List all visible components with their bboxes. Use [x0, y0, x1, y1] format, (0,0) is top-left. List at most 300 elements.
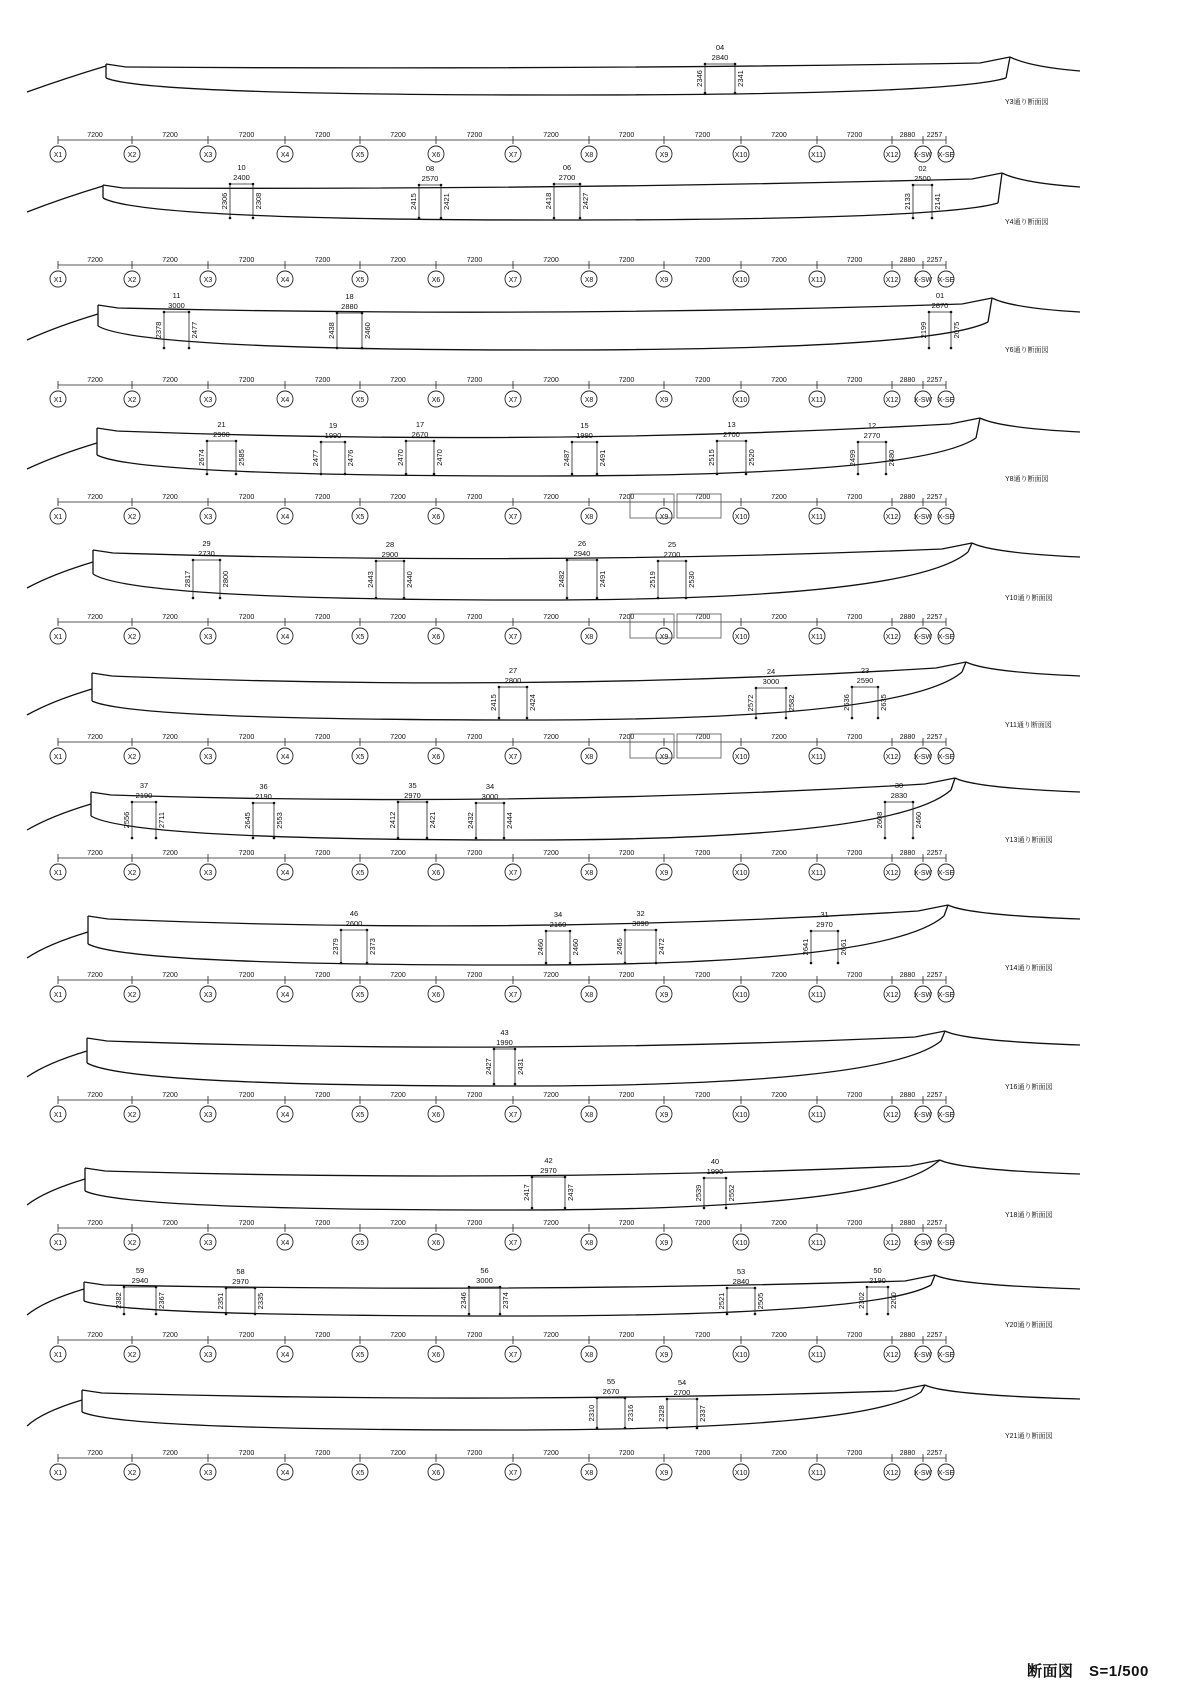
grid-axis-label: X9 [659, 514, 669, 521]
point-depth: 2674 [197, 449, 206, 466]
dim-tick [273, 837, 276, 840]
grid-span-label: 7200 [846, 132, 863, 139]
grid-axis-label: X12 [885, 1112, 899, 1119]
point-depth: 2460 [536, 938, 545, 956]
point-id: 17 [415, 420, 425, 429]
dim-tick [375, 560, 378, 563]
grid-span-label: 7200 [390, 734, 406, 741]
dim-tick [526, 717, 529, 720]
dim-tick [123, 1286, 126, 1289]
grid-axis-label: X10 [734, 992, 748, 999]
dim-tick [320, 473, 323, 476]
point-width: 2830 [890, 791, 908, 800]
dim-tick [851, 717, 854, 720]
point-width: 3000 [481, 792, 499, 801]
grid-axis-label: X6 [431, 754, 441, 761]
point-depth: 2480 [887, 449, 896, 467]
point-width: 2840 [732, 1277, 750, 1286]
grid-axis-label: X3 [203, 277, 213, 284]
point-width: 3000 [476, 1276, 493, 1285]
grid-axis-label: X3 [203, 397, 213, 404]
grid-span-label: 7200 [618, 1220, 635, 1227]
grid-span-label: 7200 [466, 377, 483, 384]
point-id: 27 [508, 666, 518, 675]
grid-axis-label: X11 [811, 992, 823, 999]
grid-axis-label: X-SE [937, 1470, 955, 1477]
dim-tick [810, 962, 813, 965]
grid-axis-label: X5 [355, 634, 365, 641]
grid-span-label: 7200 [618, 257, 635, 264]
grid-span-label: 7200 [618, 377, 635, 384]
grid-axis-label: X11 [811, 1470, 823, 1477]
point-id: 55 [606, 1377, 616, 1386]
section-10 [27, 1156, 1080, 1250]
section-label: Y14通り断面図 [1005, 965, 1053, 972]
point-id: 35 [408, 781, 417, 790]
grid-axis-label: X12 [885, 634, 899, 641]
dim-tick [745, 473, 748, 476]
point-depth: 2711 [157, 811, 166, 829]
point-width: 2700 [673, 1388, 691, 1397]
grid-axis-label: X2 [127, 277, 137, 284]
dim-tick [403, 597, 406, 600]
point-depth: 2539 [694, 1184, 703, 1202]
grid-axis-label: X6 [431, 870, 441, 877]
grid-axis-label: X1 [53, 992, 63, 999]
dim-tick [885, 473, 888, 476]
grid-axis-label: X7 [508, 1112, 518, 1119]
dim-tick [426, 837, 429, 840]
grid-span-label: 7200 [771, 614, 787, 621]
measure-point [331, 909, 377, 964]
grid-axis-label: X9 [659, 634, 669, 641]
point-depth: 2505 [756, 1292, 765, 1310]
dim-tick [571, 473, 574, 476]
grid-axis-label: X3 [203, 754, 213, 761]
point-width: 3090 [632, 919, 649, 928]
dim-tick [273, 802, 276, 805]
grid-axis-label: X11 [811, 1240, 823, 1247]
grid-span-label: 7200 [390, 614, 406, 621]
grid-axis-label: X10 [734, 1112, 748, 1119]
grid-axis-label: X1 [53, 514, 63, 521]
grid-span-label: 7200 [694, 1450, 711, 1457]
point-depth: 2141 [933, 193, 942, 210]
grid-axis-label: X5 [355, 1352, 365, 1359]
dim-tick [403, 560, 406, 563]
point-depth: 2424 [528, 694, 537, 711]
section-12 [27, 1377, 1080, 1480]
grid-axis-label: X4 [280, 514, 290, 521]
point-depth: 2302 [857, 1292, 866, 1309]
grid-span-label: 7200 [390, 132, 406, 139]
dim-tick [254, 1313, 257, 1316]
grid-axis-label: X9 [659, 754, 669, 761]
grid-span-label: 7200 [87, 734, 103, 741]
dim-tick [887, 1286, 890, 1289]
point-depth: 2199 [919, 321, 928, 339]
point-id: 36 [259, 782, 268, 791]
dim-tick [657, 560, 660, 563]
dim-tick [418, 217, 421, 220]
point-depth: 2200 [889, 1292, 898, 1309]
grid-span-label: 2880 [899, 1450, 916, 1457]
grid-axis-label: X11 [811, 277, 823, 284]
grid-axis-label: X8 [584, 1240, 594, 1247]
point-depth: 2491 [598, 449, 607, 467]
point-id: 21 [217, 420, 226, 429]
grid-axis-label: X-SE [937, 992, 955, 999]
grid-span-label: 7200 [543, 494, 559, 501]
grid-span-label: 7200 [390, 1332, 406, 1339]
grid-axis-label: X5 [355, 397, 365, 404]
dim-tick [596, 597, 599, 600]
dim-tick [361, 347, 364, 350]
grid-axis-label: X7 [508, 1240, 518, 1247]
grid-axis-label: X-SW [913, 1470, 933, 1477]
measure-point [707, 420, 756, 475]
grid-span-label: 7200 [618, 972, 635, 979]
measure-point [695, 43, 745, 94]
grid-span-label: 7200 [314, 850, 331, 857]
grid-span-label: 7200 [543, 850, 559, 857]
point-depth: 2817 [183, 570, 192, 588]
measure-point [557, 539, 607, 599]
point-depth: 2443 [366, 571, 375, 588]
grid-axis-label: X-SW [913, 992, 933, 999]
grid-span-label: 7200 [162, 972, 178, 979]
grid-axis-label: X7 [508, 277, 518, 284]
section-label: Y4通り断面図 [1005, 219, 1049, 226]
point-depth: 2470 [435, 449, 444, 466]
point-width: 2590 [856, 676, 874, 685]
point-depth: 2306 [220, 192, 229, 210]
point-width: 2570 [421, 174, 439, 183]
grid-axis-label: X3 [203, 1112, 213, 1119]
grid-span-label: 7200 [238, 1092, 255, 1099]
grid-axis-label: X-SW [913, 1352, 933, 1359]
grid-span-label: 7200 [466, 850, 483, 857]
grid-span-label: 7200 [390, 1220, 406, 1227]
grid-span-label: 7200 [238, 494, 255, 501]
grid-axis-label: X12 [885, 397, 899, 404]
grid-span-label: 7200 [618, 1092, 635, 1099]
grid-span-label: 2880 [899, 734, 916, 741]
section-label: Y18通り断面図 [1005, 1212, 1053, 1219]
point-depth: 2530 [687, 571, 696, 588]
grid-span-label: 7200 [162, 494, 178, 501]
dim-tick [734, 63, 737, 66]
point-id: 04 [715, 43, 725, 52]
grid-axis-label: X-SW [913, 397, 933, 404]
grid-span-label: 2257 [926, 614, 943, 621]
grid-axis-label: X1 [53, 397, 63, 404]
point-depth: 2477 [311, 449, 320, 467]
point-depth: 2382 [114, 1292, 123, 1309]
point-id: 58 [236, 1267, 245, 1276]
grid-span-label: 7200 [543, 1450, 559, 1457]
point-id: 28 [385, 540, 395, 549]
dim-tick [564, 1176, 567, 1179]
grid-axis-label: X6 [431, 152, 441, 159]
grid-span-label: 7200 [618, 132, 635, 139]
point-id: 13 [727, 420, 736, 429]
grid-span-label: 7200 [694, 1220, 711, 1227]
grid-axis-label: X12 [885, 870, 899, 877]
grid-axis-label: X-SE [937, 754, 955, 761]
grid-span-label: 7200 [390, 494, 406, 501]
measure-point [544, 163, 590, 219]
grid-span-label: 7200 [162, 1092, 178, 1099]
measure-point [801, 910, 848, 964]
dim-tick [877, 686, 880, 689]
dim-tick [837, 962, 840, 965]
grid-span-label: 7200 [771, 132, 787, 139]
grid-axis-row [50, 850, 954, 880]
grid-span-label: 7200 [694, 850, 711, 857]
point-depth: 2418 [544, 192, 553, 210]
measure-point [746, 667, 796, 719]
grid-span-label: 7200 [466, 614, 483, 621]
grid-axis-label: X9 [659, 277, 669, 284]
dim-tick [499, 1286, 502, 1289]
grid-span-label: 7200 [87, 850, 103, 857]
grid-span-label: 2257 [926, 972, 943, 979]
grid-span-label: 2257 [926, 1332, 943, 1339]
point-depth: 2521 [717, 1292, 726, 1310]
grid-span-label: 7200 [771, 494, 787, 501]
grid-axis-label: X7 [508, 754, 518, 761]
grid-axis-label: X-SE [937, 634, 955, 641]
point-width: 2970 [816, 920, 833, 929]
point-id: 54 [677, 1378, 687, 1387]
point-depth: 2374 [501, 1292, 510, 1309]
section-11 [27, 1266, 1080, 1362]
grid-axis-label: X-SE [937, 1240, 955, 1247]
grid-axis-label: X8 [584, 1352, 594, 1359]
grid-axis-label: X10 [734, 1470, 748, 1477]
grid-axis-label: X11 [811, 1352, 823, 1359]
grid-axis-label: X-SW [913, 870, 933, 877]
dim-tick [440, 217, 443, 220]
point-depth: 2645 [243, 812, 252, 829]
point-width: 2900 [381, 550, 399, 559]
dim-tick [366, 962, 369, 965]
grid-axis-row [50, 1092, 954, 1122]
point-width: 2600 [345, 919, 363, 928]
dim-tick [131, 801, 134, 804]
section-5 [27, 539, 1080, 644]
grid-span-label: 7200 [694, 972, 711, 979]
dim-tick [192, 559, 195, 562]
point-width: 2190 [255, 792, 272, 801]
measure-point [311, 421, 355, 475]
grid-span-label: 7200 [87, 1332, 103, 1339]
point-id: 50 [873, 1266, 882, 1275]
dim-tick [596, 559, 599, 562]
grid-axis-label: X-SW [913, 152, 933, 159]
grid-axis-label: X1 [53, 870, 63, 877]
dim-tick [569, 962, 572, 965]
grid-axis-label: X4 [280, 1470, 290, 1477]
grid-span-label: 2257 [926, 132, 943, 139]
dim-tick [344, 473, 347, 476]
grid-axis-label: X6 [431, 1240, 441, 1247]
grid-span-label: 7200 [466, 1220, 483, 1227]
point-depth: 2328 [657, 1405, 666, 1422]
dim-tick [726, 1313, 729, 1316]
section-label: Y10通り断面図 [1005, 595, 1053, 602]
grid-axis-label: X8 [584, 992, 594, 999]
point-depth: 2415 [489, 694, 498, 711]
grid-span-label: 7200 [87, 1092, 103, 1099]
grid-axis-row [50, 377, 954, 407]
grid-axis-label: X5 [355, 754, 365, 761]
point-depth: 2346 [459, 1292, 468, 1309]
grid-axis-label: X1 [53, 152, 63, 159]
grid-span-label: 7200 [543, 1332, 559, 1339]
point-id: 43 [500, 1028, 509, 1037]
point-depth: 2460 [914, 811, 923, 829]
grid-axis-label: X-SE [937, 514, 955, 521]
grid-axis-label: X8 [584, 634, 594, 641]
measure-point [919, 291, 961, 349]
measure-point [366, 540, 414, 599]
point-depth: 2582 [787, 694, 796, 712]
grid-span-label: 7200 [87, 132, 103, 139]
dim-tick [624, 1427, 627, 1430]
dim-tick [361, 312, 364, 315]
dim-tick [252, 837, 255, 840]
point-depth: 2472 [657, 938, 666, 955]
grid-axis-label: X2 [127, 634, 137, 641]
grid-axis-label: X1 [53, 1352, 63, 1359]
grid-span-label: 2257 [926, 1450, 943, 1457]
point-width: 2800 [504, 676, 522, 685]
dim-tick [405, 473, 408, 476]
dim-tick [704, 63, 707, 66]
point-width: 2770 [863, 431, 881, 440]
point-id: 06 [562, 163, 572, 172]
dim-tick [696, 1427, 699, 1430]
dim-tick [754, 1313, 757, 1316]
grid-axis-label: X8 [584, 277, 594, 284]
dim-tick [754, 1287, 757, 1290]
grid-axis-label: X1 [53, 277, 63, 284]
dim-tick [912, 217, 915, 220]
dim-tick [493, 1048, 496, 1051]
dim-tick [163, 347, 166, 350]
measure-point [466, 782, 514, 839]
grid-axis-label: X-SE [937, 152, 955, 159]
grid-axis-label: X5 [355, 514, 365, 521]
point-depth: 2519 [648, 571, 657, 588]
measure-point [114, 1266, 166, 1315]
grid-span-label: 7200 [543, 257, 559, 264]
measure-point [183, 539, 230, 599]
dim-tick [433, 440, 436, 443]
grid-span-label: 2880 [899, 1220, 916, 1227]
point-depth: 2520 [747, 449, 756, 466]
dim-tick [928, 311, 931, 314]
grid-axis-label: X4 [280, 1240, 290, 1247]
grid-span-label: 7200 [846, 614, 863, 621]
grid-axis-row [50, 614, 954, 644]
dim-tick [704, 92, 707, 95]
dim-tick [553, 183, 556, 186]
grid-span-label: 2880 [899, 257, 916, 264]
dim-tick [418, 184, 421, 187]
grid-axis-label: X7 [508, 397, 518, 404]
point-depth: 2415 [409, 193, 418, 210]
grid-axis-label: X8 [584, 870, 594, 877]
grid-span-label: 7200 [543, 132, 559, 139]
point-depth: 2556 [122, 811, 131, 829]
point-depth: 2460 [363, 322, 372, 339]
grid-axis-label: X12 [885, 514, 899, 521]
grid-span-label: 7200 [162, 1450, 178, 1457]
point-depth: 2341 [736, 70, 745, 87]
measure-point [243, 782, 284, 839]
measure-point [216, 1267, 265, 1315]
dim-tick [931, 217, 934, 220]
measure-point [396, 420, 444, 475]
point-depth: 2308 [254, 192, 263, 210]
dim-tick [252, 217, 255, 220]
point-depth: 2075 [952, 321, 961, 339]
dim-tick [468, 1286, 471, 1289]
dim-tick [468, 1313, 471, 1316]
grid-axis-label: X2 [127, 397, 137, 404]
dim-tick [375, 597, 378, 600]
grid-span-label: 2880 [899, 1332, 916, 1339]
grid-span-label: 7200 [846, 734, 863, 741]
point-depth: 2800 [221, 570, 230, 588]
grid-span-label: 7200 [390, 972, 406, 979]
measure-point [522, 1156, 575, 1209]
point-depth: 2476 [346, 449, 355, 467]
grid-axis-label: X9 [659, 1240, 669, 1247]
dim-tick [655, 929, 658, 932]
dim-tick [514, 1083, 517, 1086]
dim-tick [531, 1207, 534, 1210]
dim-tick [569, 930, 572, 933]
dim-tick [725, 1177, 728, 1180]
point-depth: 2552 [727, 1184, 736, 1202]
point-id: 11 [172, 291, 181, 300]
dim-tick [596, 1397, 599, 1400]
grid-span-label: 7200 [390, 1450, 406, 1457]
grid-axis-label: X10 [734, 754, 748, 761]
grid-axis-label: X6 [431, 1352, 441, 1359]
grid-axis-label: X3 [203, 1240, 213, 1247]
grid-span-label: 7200 [238, 1450, 255, 1457]
dim-tick [624, 962, 627, 965]
dim-tick [206, 440, 209, 443]
grid-axis-label: X3 [203, 870, 213, 877]
dim-tick [837, 930, 840, 933]
dim-tick [912, 184, 915, 187]
dim-tick [225, 1287, 228, 1290]
grid-axis-label: X-SE [937, 397, 955, 404]
dim-tick [123, 1313, 126, 1316]
dim-tick [566, 597, 569, 600]
grid-span-label: 7200 [238, 257, 255, 264]
grid-axis-label: X8 [584, 514, 594, 521]
grid-span-label: 7200 [618, 850, 635, 857]
grid-span-label: 7200 [390, 850, 406, 857]
grid-span-label: 7200 [694, 1092, 711, 1099]
